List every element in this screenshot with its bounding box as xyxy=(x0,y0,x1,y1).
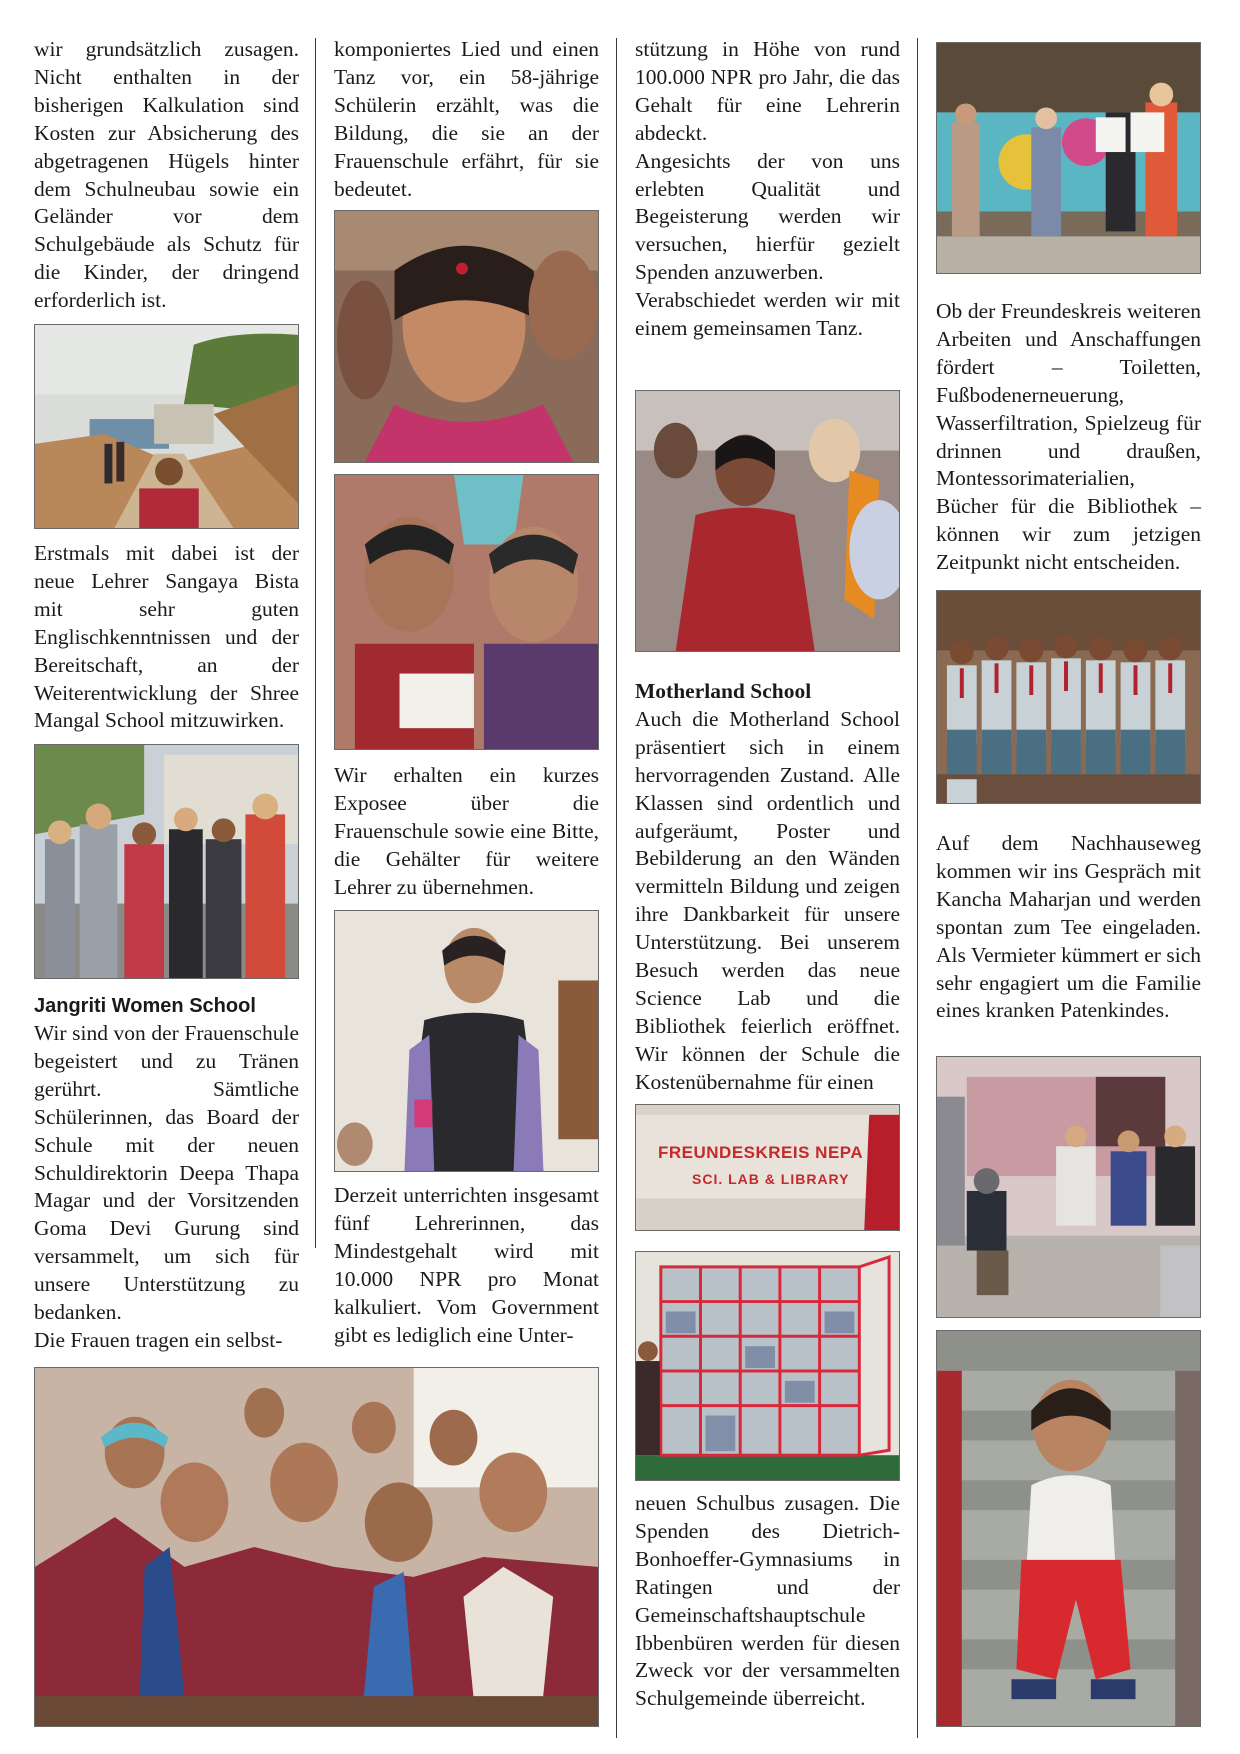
col3-paragraph-3: Verabschiedet werden wir mit einem gemeinsamen Tanz. xyxy=(635,288,900,341)
jangriti-heading: Jangriti Women School xyxy=(34,995,256,1017)
photo-hillside-road xyxy=(34,324,299,529)
col3-text-middle xyxy=(635,678,900,1097)
col1-paragraph-1: wir grundsätzlich zusagen. Nicht enthalten in der bisherigen Kalkulation sind Kosten zur Absicherung des abgetragenen Hügels hinter dem Schulneubau sowie ein Geländer vor dem Schulgebäude als Schutz für die Kinder, der dringend erforderlich ist. xyxy=(34,37,299,313)
col1-text-middle xyxy=(34,540,299,735)
column-rule-2 xyxy=(616,38,617,1738)
col4-paragraph-2: Auf dem Nachhauseweg kommen wir ins Gespräch mit Kancha Maharjan und werden spontan zum Tee eingeladen. Als Vermieter kümmert er sich sehr engagiert um die Familie eines kranken Patenkindes. xyxy=(936,831,1201,1023)
photo-students-uniform xyxy=(936,590,1201,804)
col3-paragraph-1: stützung in Höhe von rund 100.000 NPR pro Jahr, die das Gehalt für eine Lehrerin abdeckt. xyxy=(635,37,900,145)
banner-text-line1: FREUNDESKREIS NEPA xyxy=(658,1143,864,1162)
col4-text-top xyxy=(936,298,1201,577)
col1-text-top xyxy=(34,36,299,315)
photo-library-shelves xyxy=(635,1251,900,1481)
col2-paragraph-3: Derzeit unterrichten insgesamt fünf Lehrerinnen, das Mindestgehalt wird mit 10.000 NPR pro Monat kalkuliert. Vom Government gibt es lediglich eine Unter- xyxy=(334,1183,599,1347)
col2-paragraph-2: Wir erhalten ein kurzes Exposee über die Frauenschule sowie eine Bitte, die Gehälter für weitere Lehrer zu übernehmen. xyxy=(334,763,599,899)
photo-group-visitors xyxy=(34,744,299,979)
column-rule-1 xyxy=(315,38,316,1248)
photo-science-lab-banner xyxy=(635,1104,900,1231)
photo-stage-presentation xyxy=(936,42,1201,274)
col1-paragraph-2: Erstmals mit dabei ist der neue Lehrer Sangaya Bista mit sehr guten Englischkenntnissen und der Bereitschaft, an der Weiterentwicklung der Shree Mangal School mitzuwirken. xyxy=(34,541,299,733)
col4-paragraph-1: Ob der Freundeskreis weiteren Arbeiten und Anschaffungen fördert – Toiletten, Fußbodenerneuerung, Wasserfiltration, Spielzeug für drinnen und draußen, Montessorimaterialien, Bücher für die Bibliothek – können wir zum jetzigen Zeitpunkt nicht entscheiden. xyxy=(936,299,1201,575)
photo-women-school-group xyxy=(34,1367,599,1727)
col1-text-bottom xyxy=(34,992,299,1355)
photo-tea-visit xyxy=(936,1056,1201,1318)
banner-text-line2: SCI. LAB & LIBRARY xyxy=(692,1171,850,1187)
photo-dancing xyxy=(635,390,900,652)
col3-text-top xyxy=(635,36,900,343)
col2-paragraph-1: komponiertes Lied und einen Tanz vor, ein 58-jährige Schülerin erzählt, was die Bildung, die sie an der Frauenschule erfährt, für sie bedeutet. xyxy=(334,37,599,201)
col2-text-bottom xyxy=(334,1182,599,1349)
col2-text-middle xyxy=(334,762,599,902)
col1-paragraph-3: Wir sind von der Frauenschule begeistert und zu Tränen gerührt. Sämtliche Schülerinnen, das Board der Schule mit der neuen Schuldirektorin Deepa Thapa Magar und der Vorsitzenden Goma Devi Gurung sind versammelt, um sich für unsere Unterstützung zu bedanken. xyxy=(34,1021,299,1325)
motherland-heading: Motherland School xyxy=(635,679,812,703)
col1-paragraph-4: Die Frauen tragen ein selbst- xyxy=(34,1327,283,1352)
col3-text-bottom xyxy=(635,1490,900,1713)
photo-women-reading xyxy=(334,474,599,750)
col4-text-middle xyxy=(936,830,1201,1025)
col3-paragraph-4: Auch die Motherland School präsentiert sich in einem hervorragenden Zustand. Alle Klassen sind ordentlich und aufgeräumt, Poster und Bebilderung an den Wänden vermitteln Bildung und zeigen ihre Dankbarkeit für unsere Unterstützung. Bei unserem Besuch werden das neue Science Lab und die Bibliothek feierlich eröffnet. Wir können der Schule die Kostenübernahme für einen xyxy=(635,706,900,1094)
col3-paragraph-2: Angesichts der von uns erlebten Qualität und Begeisterung werden wir versuchen, hierfür gezielt Spenden anzuwerben. xyxy=(635,148,900,285)
col3-paragraph-5: neuen Schulbus zusagen. Die Spenden des Dietrich-Bonhoeffer-Gymnasiums in Ratingen und der Gemeinschaftshauptschule Ibbenbüren werden für diesen Zweck vor der versammelten Schulgemeinde überreicht. xyxy=(635,1491,900,1711)
column-rule-3 xyxy=(917,38,918,1738)
photo-woman-speaking xyxy=(334,910,599,1172)
photo-elderly-woman-smiling xyxy=(334,210,599,463)
photo-child-portrait xyxy=(936,1330,1201,1727)
col2-text-top xyxy=(334,36,599,203)
